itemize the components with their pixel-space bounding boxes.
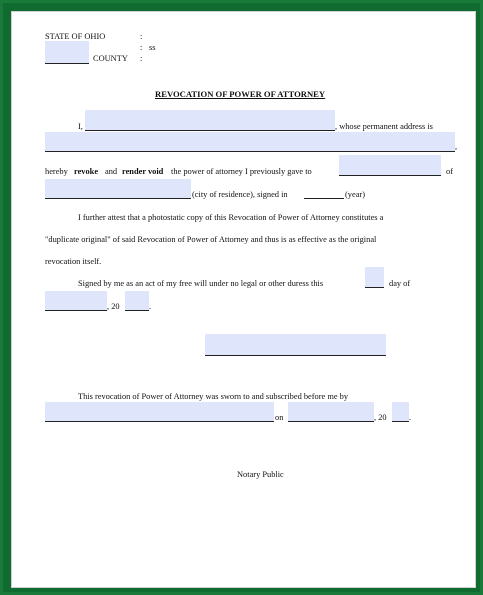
on-text: on <box>275 413 284 422</box>
city-field[interactable] <box>45 179 191 199</box>
gave-to-text: the power of attorney I previously gave to <box>171 167 312 176</box>
address-comma: , <box>455 142 458 151</box>
document-frame <box>3 3 480 592</box>
i-label: I, <box>78 122 83 131</box>
hereby-text: hereby <box>45 167 68 176</box>
day-of-text: day of <box>389 279 411 288</box>
signed-period: . <box>149 302 152 311</box>
attest-line-1: I further attest that a photostatic copy of this Revocation of Power of Attorney constitutes a <box>78 213 384 222</box>
attest-line-3: revocation itself. <box>45 257 102 266</box>
notary-label: Notary Public <box>237 470 284 479</box>
signed-text: Signed by me as an act of my free will under no legal or other duress this <box>78 279 324 288</box>
agent-name-field[interactable] <box>339 155 441 176</box>
city-text: (city of residence), signed in <box>192 190 288 199</box>
and-text: and <box>105 167 118 176</box>
colon-1: : <box>140 32 143 41</box>
sworn-text: This revocation of Power of Attorney was sworn to and subscribed before me by <box>78 392 349 401</box>
render-void-text: render void <box>122 167 164 176</box>
whose-address-text: , whose permanent address is <box>335 122 433 131</box>
attest-line-2: "duplicate original" of said Revocation of Power of Attorney and thus is as effective as the original <box>45 235 377 244</box>
document-page <box>11 11 476 588</box>
sworn-by-field[interactable] <box>45 402 274 422</box>
address-field[interactable] <box>45 132 458 152</box>
signature-field[interactable] <box>205 334 386 356</box>
comma-20-text: , 20 <box>107 302 120 311</box>
sworn-period: . <box>409 413 412 422</box>
day-field[interactable] <box>365 267 384 288</box>
colon-2: : <box>140 43 143 52</box>
county-label: COUNTY <box>93 54 128 63</box>
revoke-text: revoke <box>74 167 99 176</box>
year-text: (year) <box>345 190 365 199</box>
ss-label: ss <box>149 43 156 52</box>
principal-name-field[interactable] <box>85 110 335 131</box>
year-suffix-field[interactable] <box>125 291 152 311</box>
state-label: STATE OF OHIO <box>45 32 106 41</box>
month-field[interactable] <box>45 291 107 311</box>
colon-3: : <box>140 54 143 63</box>
sworn-year-field[interactable] <box>392 402 412 422</box>
sworn-comma-20: , 20 <box>374 413 387 422</box>
sworn-date-field[interactable] <box>288 402 374 422</box>
county-field[interactable] <box>45 41 89 64</box>
year-field[interactable] <box>304 189 344 199</box>
document-title: REVOCATION OF POWER OF ATTORNEY <box>155 89 326 99</box>
of-text: of <box>446 167 453 176</box>
